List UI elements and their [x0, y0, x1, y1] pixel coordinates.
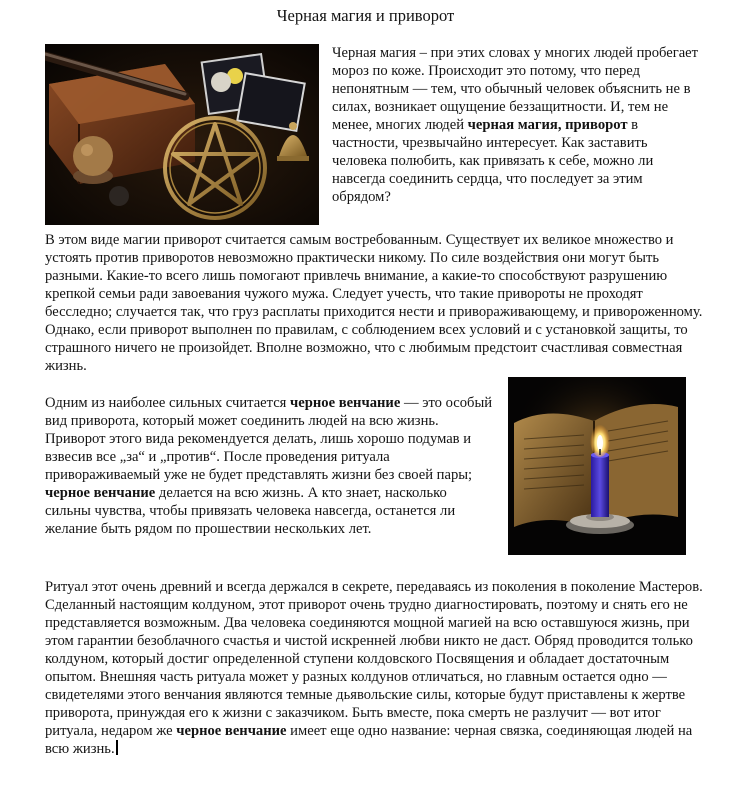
ritual-objects-image [45, 44, 319, 225]
bold-term: черное венчание [45, 485, 156, 501]
bold-term: черная магия, приворот [467, 117, 628, 133]
bold-term: черное венчание [176, 723, 287, 739]
pentagram-ritual-objects-photo-icon [45, 44, 319, 225]
page-title: Черная магия и приворот [276, 6, 455, 25]
paragraph-black-wedding: Одним из наиболее сильных считается черное венчание — это особый вид приворота, который может соединить людей на всю жизнь. Приворот этого вида рекомендуется делать, лишь хорошо подумав и взвесив все „за“ и „против“. После проведения ритуала привораживаемый уже не будет представлять жизни без своей пары; черное венчание делается на всю жизнь. А кто знает, насколько сильны чувства, чтобы привязать человека навсегда, останется ли желание быть рядом по прошествии нескольких лет. [45, 395, 493, 537]
candle-book-photo-icon [508, 377, 686, 555]
bold-term: черное венчание [290, 395, 401, 411]
text-cursor [116, 740, 118, 755]
candle-book-image [508, 377, 686, 555]
paragraph-ritual: Ритуал этот очень древний и всегда держался в секрете, передаваясь из поколения в поколение Мастеров. Сделанный настоящим колдуном, этот приворот очень трудно диагностировать, поэтому и снять его не представляется возможным. Два человека соединяются мощной магией на всю оставшуюся жизнь, при этом гарантии безоблачного счастья и чистой искренней любви никто не даст. Обряд проводится только колдуном, который достиг определенной ступени колдовского Посвящения и обладает достаточным опытом. Внешняя часть ритуала может у разных колдунов отличаться, но главным остается одно — свидетелями этого венчания являются темные дьявольские силы, которые будут приставлены к жертве приворота, принуждая его к жизни с заказчиком. Быть вместе, пока смерть не разлучит — вот итог ритуала, недаром же черное венчание имеет еще одно название: черная связка, соединяющая людей на всю жизнь. [45, 579, 703, 757]
paragraph-love-spells: В этом виде магии приворот считается самым востребованным. Существует их великое множество и устоять против приворотов невозможно практически никому. По силе воздействия они могут быть разными. Какие-то всего лишь помогают привлечь внимание, а какие-то способствуют разрушению крепкой семьи ради завоевания чужого мужа. Следует учесть, что такие привороты не проходят бесследно; случается так, что груз расплаты приходится нести и привораживающему, и привороженному. Однако, если приворот выполнен по правилам, с соблюдением всех условий и с установкой защиты, то страшного ничего не произойдет. Вполне возможно, что с любимым предстоит счастливая совместная жизнь. [45, 232, 703, 374]
intro-paragraph: Черная магия – при этих словах у многих людей пробегает мороз по коже. Происходит это потому, что перед непонятным — тем, что обычный человек объяснить не в силах, возникает ощущение беззащитности. И, тем не менее, многих людей черная магия, приворот в частности, чрезвычайно интересует. Как заставить человека полюбить, как привязать к себе, можно ли навсегда соединить сердца, что последует за этим обрядом? [332, 45, 699, 205]
